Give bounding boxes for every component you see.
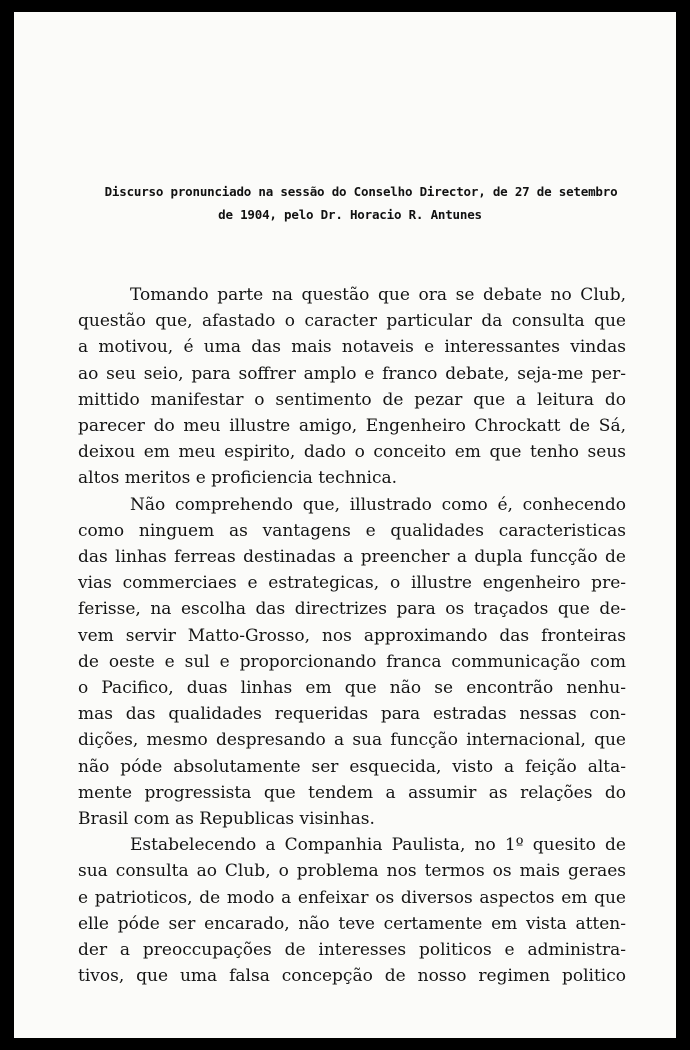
text-line: der a preoccupações de interesses politicos e administra- [78,940,626,961]
text-line: Brasil com as Republicas visinhas. [78,809,375,830]
text-line: sua consulta ao Club, o problema nos termos os mais geraes [78,861,626,882]
text-line: tivos, que uma falsa concepção de nosso regimen politico [78,966,626,987]
text-line: vias commerciaes e estrategicas, o illustre engenheiro pre- [78,573,626,594]
text-line: mas das qualidades requeridas para estradas nessas con- [78,704,626,725]
text-line: ao seu seio, para soffrer amplo e franco debate, seja-me per- [78,363,626,384]
text-line: questão que, afastado o caracter particular da consulta que [78,311,626,332]
document-page [14,12,676,1038]
text-line: não póde absolutamente ser esquecida, visto a feição alta- [78,756,626,777]
text-line: Não comprehendo que, illustrado como é, conhecendo [130,494,626,515]
heading-line-2: de 1904, pelo Dr. Horacio R. Antunes [218,207,482,222]
text-line: Estabelecendo a Companhia Paulista, no 1º quesito de [130,835,626,856]
text-line: Tomando parte na questão que ora se debate no Club, [130,285,626,305]
text-line: vem servir Matto-Grosso, nos approximando das fronteiras [78,625,626,646]
text-line: o Pacifico, duas linhas em que não se encontrão nenhu- [78,678,626,699]
text-line: mittido manifestar o sentimento de pezar que a leitura do [78,389,626,410]
text-line: altos meritos e proficiencia technica. [78,468,398,489]
text-line: dições, mesmo despresando a sua funcção internacional, que [78,730,626,751]
document-body [78,282,626,989]
text-line: das linhas ferreas destinadas a preencher a dupla funcção de [78,547,626,568]
text-line: e patrioticos, de modo a enfeixar os diversos aspectos em que [78,887,626,908]
text-line: como ninguem as vantagens e qualidades caracteristicas [78,520,626,541]
text-line: de oeste e sul e proporcionando franca communicação com [78,651,626,672]
text-line: parecer do meu illustre amigo, Engenheiro Chrockatt de Sá, [78,416,626,437]
text-line: deixou em meu espirito, dado o conceito em que tenho seus [78,442,626,463]
heading-line-1: Discurso pronunciado na sessão do Conselho Director, de 27 de setembro [104,184,618,199]
text-line: ferisse, na escolha das directrizes para os traçados que de- [78,599,626,620]
text-line: a motivou, é uma das mais notaveis e interessantes vindas [78,337,626,358]
text-line: mente progressista que tendem a assumir as relações do [78,782,626,803]
text-line: elle póde ser encarado, não teve certamente em vista atten- [78,913,626,934]
document-heading [14,180,676,226]
